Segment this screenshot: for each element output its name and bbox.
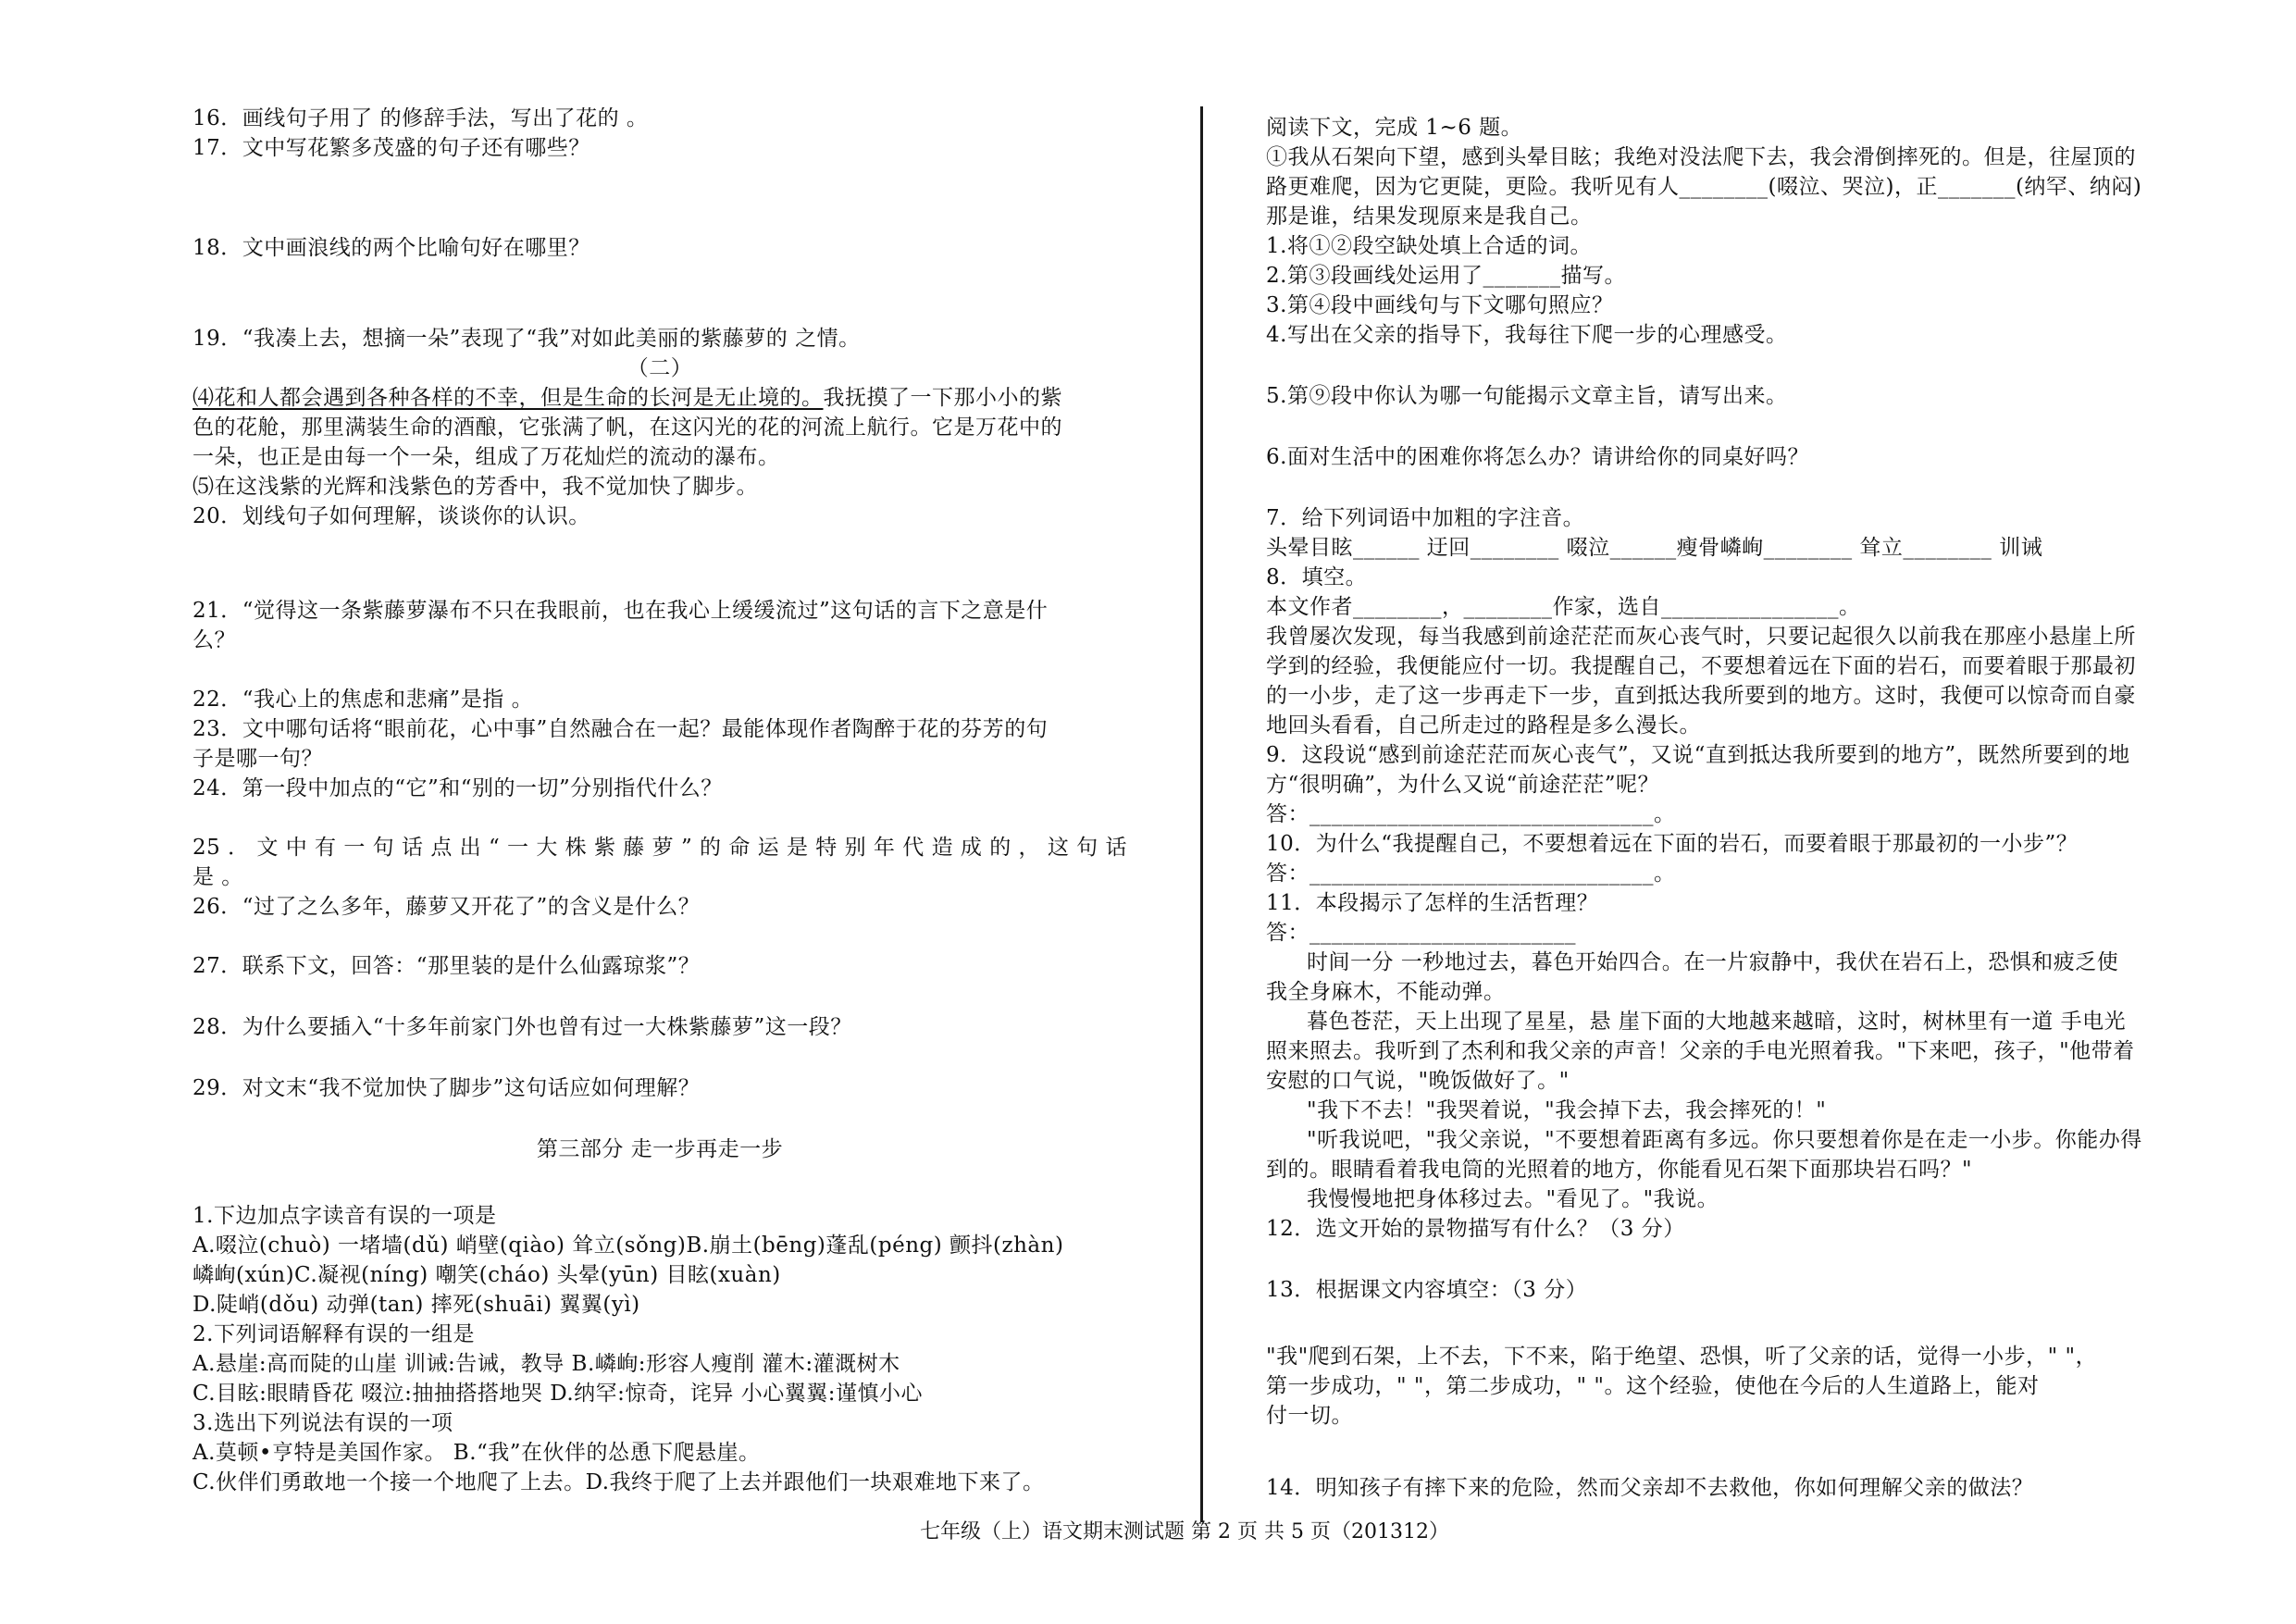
mc-options: 嶙峋(xún)C.凝视(níng) 嘲笑(cháo) 头晕(yūn) 目眩(xuàn) xyxy=(192,1263,781,1287)
passage-paragraph-5: ⑸在这浅紫的光辉和浅紫色的芳香中，我不觉加快了脚步。 xyxy=(192,475,758,499)
question-r1: 1.将①②段空缺处填上合适的词。 xyxy=(1266,234,1592,258)
question-r3: 3.第④段中画线句与下文哪句照应？ xyxy=(1266,293,1614,317)
question-18: 18．文中画浪线的两个比喻句好在哪里？ xyxy=(192,236,590,260)
page-footer: 七年级（上）语文期末测试题 第 2 页 共 5 页（201312） xyxy=(920,1520,1449,1543)
part-three-title: 第三部分 走一步再走一步 xyxy=(536,1137,784,1161)
mc-options: A.悬崖:高而陡的山崖 训诫:告诫，教导 B.嶙峋:形容人瘦削 灌木:灌溉树木 xyxy=(192,1352,900,1376)
section-heading: （二） xyxy=(627,356,693,380)
question-r14: 14．明知孩子有摔下来的危险，然而父亲却不去救他，你如何理解父亲的做法？ xyxy=(1266,1476,2034,1500)
question-r10: 10．为什么“我提醒自己，不要想着远在下面的岩石，而要着眼于那最初的一小步”？ xyxy=(1266,832,2079,856)
passage-paragraph-1: ①我从石架向下望，感到头晕目眩；我绝对没法爬下去，我会滑倒摔死的。但是，往屋顶的 xyxy=(1266,145,2136,169)
question-r5: 5.第⑨段中你认为哪一句能揭示文章主旨，请写出来。 xyxy=(1266,384,1788,408)
mc-question-3: 3.选出下列说法有误的一项 xyxy=(192,1411,453,1435)
question-r11: 11．本段揭示了怎样的生活哲理？ xyxy=(1266,891,1599,915)
question-24: 24．第一段中加点的“它”和“别的一切”分别指代什么？ xyxy=(192,776,723,800)
question-16: 16．画线句子用了 的修辞手法，写出了花的 。 xyxy=(192,106,649,130)
passage-paragraph-4 xyxy=(192,383,1127,413)
passage-line: 路更难爬，因为它更陡，更险。我听见有人________(啜泣、哭泣)，正_______(纳罕、纳闷) xyxy=(1266,175,2142,199)
story-paragraph: "我下不去！"我哭着说，"我会掉下去，我会摔死的！" xyxy=(1307,1098,1827,1122)
passage-text: 我抚摸了一下那小小的紫 xyxy=(823,386,1062,410)
fill-in-line: 本文作者________，________作家，选自________________。 xyxy=(1266,595,1861,619)
question-23-cont: 子是哪一句？ xyxy=(192,747,323,771)
question-19: 19．“我凑上去，想摘一朵”表现了“我”对如此美丽的紫藤萝的 之情。 xyxy=(192,327,861,351)
question-r12: 12．选文开始的景物描写有什么？（3 分） xyxy=(1266,1217,1685,1241)
question-25: 25．文中有一句话点出“一大株紫藤萝”的命运是特别年代造成的，这句话 xyxy=(192,836,1127,860)
question-r8: 8．填空。 xyxy=(1266,565,1368,589)
question-25-cont: 是 。 xyxy=(192,865,243,889)
mc-question-2: 2.下列词语解释有误的一组是 xyxy=(192,1322,475,1346)
passage-line: 一朵，也正是由每一个一朵，组成了万花灿烂的流动的瀑布。 xyxy=(192,445,780,469)
question-20: 20．划线句子如何理解，谈谈你的认识。 xyxy=(192,504,590,528)
mc-options: D.陡峭(dǒu) 动弹(tan) 摔死(shuāi) 翼翼(yì) xyxy=(192,1293,640,1317)
story-paragraph: 我慢慢地把身体移过去。"看见了。"我说。 xyxy=(1307,1187,1719,1211)
question-22: 22．“我心上的焦虑和悲痛”是指 。 xyxy=(192,688,534,712)
mc-options: A.莫顿•亨特是美国作家。 B.“我”在伙伴的怂恿下爬悬崖。 xyxy=(192,1441,761,1465)
fill-in-line: 第一步成功，" "，第二步成功，" "。这个经验，使他在今后的人生道路上，能对 xyxy=(1266,1374,2040,1398)
question-r9-cont: 方“很明确”，为什么又说“前途茫茫”呢？ xyxy=(1266,773,1660,797)
answer-line: 答：________________________ xyxy=(1266,921,1576,945)
story-line: 安慰的口气说，"晚饭做好了。" xyxy=(1266,1069,1570,1093)
question-r6: 6.面对生活中的困难你将怎么办？请讲给你的同桌好吗？ xyxy=(1266,445,1809,469)
passage-line: 色的花舱，那里满装生命的酒酿，它张满了帆，在这闪光的花的河流上航行。它是万花中的 xyxy=(192,415,1062,440)
underlined-sentence: ⑷花和人都会遇到各种各样的不幸，但是生命的长河是无止境的。 xyxy=(192,386,824,410)
question-28: 28．为什么要插入“十多年前家门外也曾有过一大株紫藤萝”这一段？ xyxy=(192,1015,852,1039)
question-r9: 9．这段说“感到前途茫茫而灰心丧气”，又说“直到抵达我所要到的地方”，既然所要到的地 xyxy=(1266,743,2130,767)
story-line: 我全身麻木，不能动弹。 xyxy=(1266,980,1506,1004)
question-r2: 2.第③段画线处运用了_______描写。 xyxy=(1266,264,1626,288)
story-paragraph: 时间一分 一秒地过去，暮色开始四合。在一片寂静中，我伏在岩石上，恐惧和疲乏使 xyxy=(1307,950,2119,974)
excerpt-line: 的一小步，走了这一步再走下一步，直到抵达我所要到的地方。这时，我便可以惊奇而自豪 xyxy=(1266,684,2136,708)
column-divider xyxy=(1200,106,1203,1522)
question-17: 17．文中写花繁多茂盛的句子还有哪些？ xyxy=(192,136,590,160)
answer-line: 答：_______________________________。 xyxy=(1266,862,1676,886)
mc-question-1: 1.下边加点字读音有误的一项是 xyxy=(192,1204,497,1228)
fill-in-line: 付一切。 xyxy=(1266,1404,1353,1428)
question-23: 23．文中哪句话将“眼前花，心中事”自然融合在一起？最能体现作者陶醉于花的芬芳的句 xyxy=(192,717,1049,741)
mc-options: C.目眩:眼睛昏花 啜泣:抽抽搭搭地哭 D.纳罕:惊奇，诧异 小心翼翼:谨慎小心 xyxy=(192,1382,923,1406)
excerpt-line: 地回头看看，自己所走过的路程是多么漫长。 xyxy=(1266,713,1701,738)
passage-line: 那是谁，结果发现原来是我自己。 xyxy=(1266,205,1593,229)
question-r4: 4.写出在父亲的指导下，我每往下爬一步的心理感受。 xyxy=(1266,323,1788,347)
story-paragraph: "听我说吧，"我父亲说，"不要想着距离有多远。你只要想着你是在走一小步。你能办得 xyxy=(1307,1128,2142,1152)
excerpt-line: 学到的经验，我便能应付一切。我提醒自己，不要想着远在下面的岩石，而要着眼于那最初 xyxy=(1266,654,2136,678)
reading-intro: 阅读下文，完成 1~6 题。 xyxy=(1266,116,1523,140)
pinyin-words: 头晕目眩______ 迂回________ 啜泣______瘦骨嶙峋________ 耸立________ 训诫 xyxy=(1266,536,2043,560)
question-26: 26．“过了之么多年，藤萝又开花了”的含义是什么？ xyxy=(192,895,701,919)
excerpt-line: 我曾屡次发现，每当我感到前途茫茫而灰心丧气时，只要记起很久以前我在那座小悬崖上所 xyxy=(1266,625,2136,649)
question-21: 21．“觉得这一条紫藤萝瀑布不只在我眼前，也在我心上缓缓流过”这句话的言下之意是什 xyxy=(192,599,1049,623)
mc-options: C.伙伴们勇敢地一个接一个地爬了上去。D.我终于爬了上去并跟他们一块艰难地下来了。 xyxy=(192,1470,1045,1494)
story-line: 照来照去。我听到了杰利和我父亲的声音！父亲的手电光照着我。"下来吧，孩子，"他带着 xyxy=(1266,1039,2135,1063)
question-27: 27．联系下文，回答：“那里装的是什么仙露琼浆”？ xyxy=(192,954,701,978)
story-paragraph: 暮色苍茫，天上出现了星星，悬 崖下面的大地越来越暗，这时，树林里有一道 手电光 xyxy=(1307,1010,2127,1034)
mc-options: A.啜泣(chuò) 一堵墙(dǔ) 峭壁(qiào) 耸立(sǒng)B.崩土(bēng)蓬乱(péng) 颤抖(zhàn) xyxy=(192,1233,1064,1258)
question-21-cont: 么？ xyxy=(192,628,236,652)
question-r13: 13．根据课文内容填空：（3 分） xyxy=(1266,1278,1588,1302)
fill-in-line: "我"爬到石架，上不去，下不来，陷于绝望、恐惧，听了父亲的话，觉得一小步，" "， xyxy=(1266,1345,2098,1369)
story-line: 到的。眼睛看着我电筒的光照着的地方，你能看见石架下面那块岩石吗？" xyxy=(1266,1158,1973,1182)
question-r7: 7．给下列词语中加粗的字注音。 xyxy=(1266,506,1585,530)
answer-line: 答：_______________________________。 xyxy=(1266,802,1676,826)
question-29: 29．对文末“我不觉加快了脚步”这句话应如何理解？ xyxy=(192,1076,701,1100)
